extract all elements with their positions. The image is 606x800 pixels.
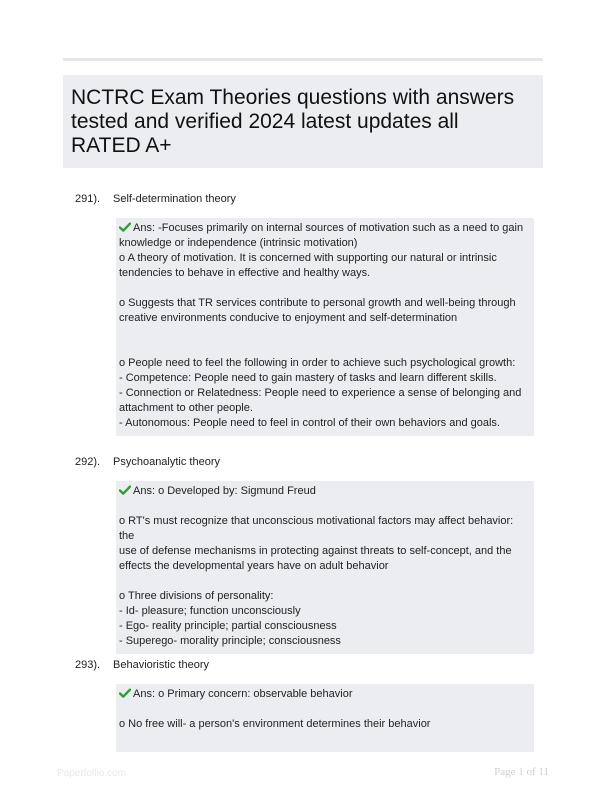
check-icon: [119, 222, 131, 232]
answer-line: o Suggests that TR services contribute to personal growth and well-being through: [119, 297, 516, 309]
answer-line: o RT's must recognize that unconscious motivational factors may affect behavior: the: [119, 515, 517, 542]
answer-line: o People need to feel the following in order to achieve such psychological growth:: [119, 357, 516, 369]
answer-line: o A theory of motivation. It is concerned with supporting our natural or intrinsic: [119, 252, 497, 264]
question-number: 291).: [75, 193, 101, 205]
answer-line: - Ego- reality principle; partial consciousness: [119, 620, 337, 632]
answer-line: [119, 574, 530, 589]
question-text: Self-determination theory: [113, 193, 236, 205]
answer-line: knowledge or independence (intrinsic motivation): [119, 237, 358, 249]
answer-line: - Superego- morality principle; consciousness: [119, 635, 341, 647]
answer-line: o No free will- a person's environment determines their behavior: [119, 718, 431, 730]
question-text: Psychoanalytic theory: [113, 456, 220, 468]
answer-line: Ans: o Developed by: Sigmund Freud: [119, 484, 530, 499]
answer-line: - Connection or Relatedness: People need to experience a sense of belonging and: [119, 387, 522, 399]
answer-line: Ans: o Primary concern: observable behavior: [119, 687, 530, 702]
answer-line: effects the developmental years have on adult behavior: [119, 560, 389, 572]
top-divider: [63, 58, 543, 61]
answer-line: - Autonomous: People need to feel in control of their own behaviors and goals.: [119, 417, 500, 429]
answer-box: [116, 481, 534, 654]
answer-line: tendencies to behave in effective and healthy ways.: [119, 267, 371, 279]
answer-line: Ans: -Focuses primarily on internal sources of motivation such as a need to gain: [119, 221, 530, 236]
answer-line: o Three divisions of personality:: [119, 590, 274, 602]
question-text: Behavioristic theory: [113, 659, 209, 671]
answer-line: use of defense mechanisms in protecting against threats to self-concept, and the: [119, 545, 512, 557]
answer-line: [119, 732, 530, 747]
page-indicator: Page 1 of 11: [494, 766, 549, 778]
answer-line: [119, 326, 530, 341]
answer-line: - Id- pleasure; function unconsciously: [119, 605, 301, 617]
check-icon: [119, 688, 131, 698]
question-number: 293).: [75, 659, 101, 671]
answer-line: creative environments conducive to enjoyment and self-determination: [119, 312, 458, 324]
answer-box: [116, 218, 534, 436]
title-banner: [63, 75, 543, 168]
answer-line: - Competence: People need to gain mastery of tasks and learn different skills.: [119, 372, 497, 384]
question-number: 292).: [75, 456, 101, 468]
answer-line: [119, 499, 530, 514]
check-icon: [119, 485, 131, 495]
answer-line: [119, 702, 530, 717]
answer-line: [119, 281, 530, 296]
answer-line: [119, 341, 530, 356]
answer-line: attachment to other people.: [119, 402, 253, 414]
document-title: NCTRC Exam Theories questions with answers tested and verified 2024 latest updates all RATED A+: [71, 86, 515, 157]
answer-box: [116, 684, 534, 752]
footer-watermark: Paperfollio.com: [57, 768, 126, 779]
